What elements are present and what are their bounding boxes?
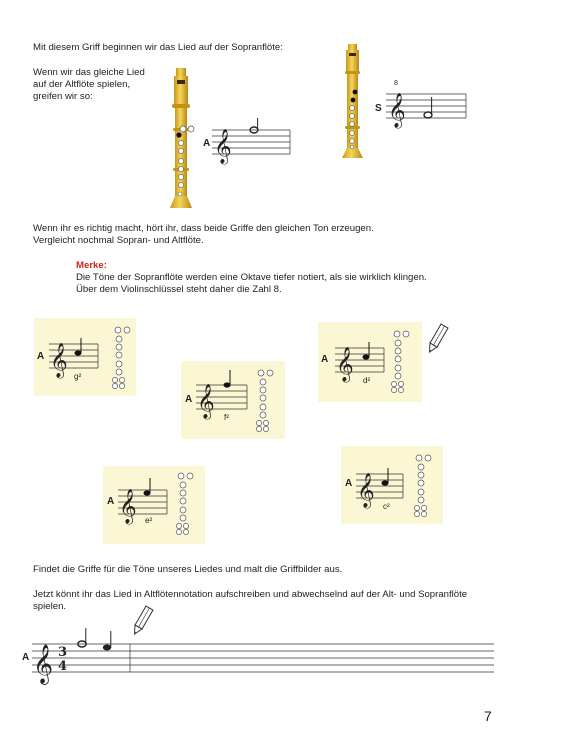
exercise-card-f2-staff <box>181 361 285 439</box>
svg-text:𝄞: 𝄞 <box>357 473 375 508</box>
exercise-card-d2-note: d² <box>363 376 371 385</box>
alto-label: A <box>203 138 211 149</box>
svg-text:𝄞: 𝄞 <box>197 384 215 419</box>
soprano-label: S <box>375 103 382 114</box>
svg-text:𝄞: 𝄞 <box>388 93 406 128</box>
exercise-card-e2-note: e² <box>145 516 153 525</box>
alto-thumb-holes <box>179 124 197 134</box>
exercise-card-e2 <box>103 466 205 544</box>
alto-flute-image <box>164 68 200 210</box>
exercise-card-g2-label: A <box>37 351 45 362</box>
exercise-card-c2-staff <box>341 446 443 524</box>
exercise-card-f2 <box>181 361 285 439</box>
time-signature-top: 3 <box>58 645 68 660</box>
task-text: Findet die Griffe für die Töne unseres Liedes und malt die Griffbilder aus. <box>33 564 343 575</box>
exercise-card-c2-note: c² <box>383 502 390 511</box>
exercise-card-c2 <box>341 446 443 524</box>
octave-mark: 8 <box>394 80 398 87</box>
exercise-card-g2 <box>34 318 136 396</box>
exercise-card-e2-staff <box>103 466 205 544</box>
final-text-line1: Jetzt könnt ihr das Lied in Altflötennotation aufschreiben und abwechselnd auf der Alt- und Sopranflöte <box>33 589 468 600</box>
exercise-card-f2-label: A <box>185 394 193 405</box>
page-number: 7 <box>484 708 492 724</box>
exercise-card-g2-note: g² <box>74 372 82 381</box>
svg-text:𝄞: 𝄞 <box>119 489 137 524</box>
final-text-line2: spielen. <box>33 601 67 612</box>
alto-text-line3: greifen wir so: <box>33 91 93 102</box>
compare-text-line1: Wenn ihr es richtig macht, hört ihr, dass beide Griffe den gleichen Ton erzeugen. <box>33 223 374 234</box>
song-staff[interactable] <box>30 628 496 686</box>
merke-title: Merke: <box>76 260 107 271</box>
svg-text:𝄞: 𝄞 <box>214 129 232 164</box>
intro-text: Mit diesem Griff beginnen wir das Lied auf der Sopranflöte: <box>33 42 283 53</box>
alto-staff <box>210 118 292 166</box>
merke-text-line1: Die Töne der Sopranflöte werden eine Oktave tiefer notiert, als sie wirklich klingen. <box>76 272 427 283</box>
exercise-card-e2-label: A <box>107 496 115 507</box>
exercise-card-d2 <box>318 322 422 402</box>
exercise-card-d2-staff <box>318 322 422 402</box>
alto-text-line1: Wenn wir das gleiche Lied <box>33 67 145 78</box>
alto-text-line2: auf der Altflöte spielen, <box>33 79 131 90</box>
exercise-card-g2-staff <box>34 318 136 396</box>
compare-text-line2: Vergleicht nochmal Sopran- und Altflöte. <box>33 235 204 246</box>
svg-text:𝄞: 𝄞 <box>50 343 68 378</box>
bottom-staff-label: A <box>22 652 30 663</box>
exercise-card-f2-note: f² <box>224 413 229 422</box>
merke-text-line2: Über dem Violinschlüssel steht daher die Zahl 8. <box>76 284 282 295</box>
time-signature-bottom: 4 <box>58 659 68 674</box>
svg-text:𝄞: 𝄞 <box>33 644 54 684</box>
exercise-card-d2-label: A <box>321 354 329 365</box>
pencil-icon <box>424 322 450 356</box>
exercise-card-c2-label: A <box>345 478 353 489</box>
svg-text:𝄞: 𝄞 <box>336 347 354 382</box>
soprano-flute-image <box>338 44 368 160</box>
